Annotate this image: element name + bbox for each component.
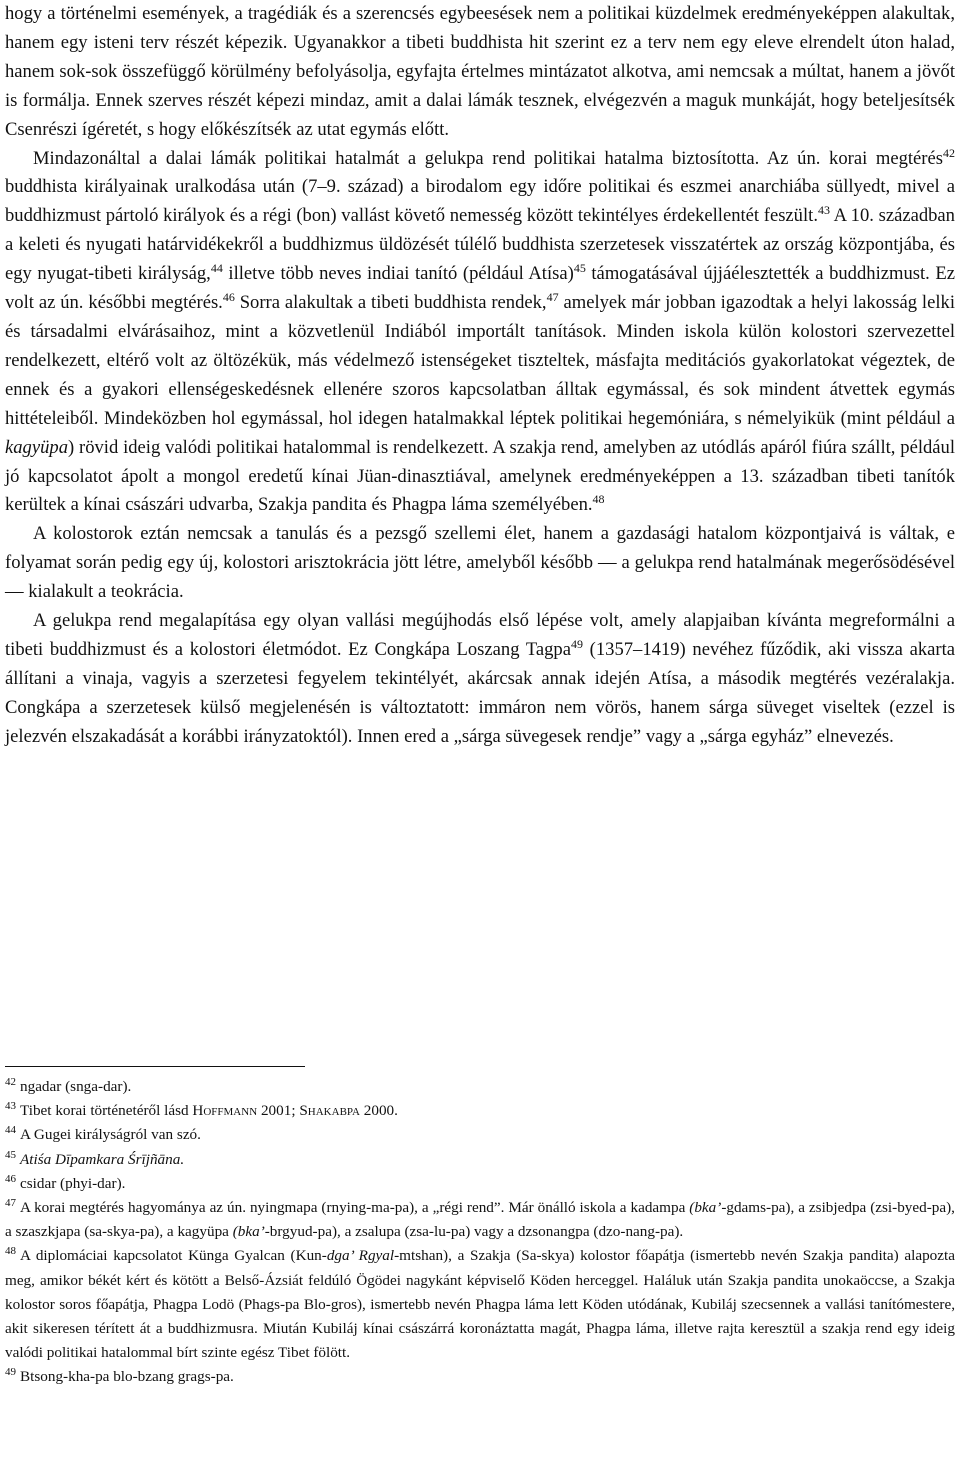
footnote-49 <box>5 1365 955 1389</box>
paragraph-4 <box>5 607 955 752</box>
footnote-text: -brgyud-pa), a zsalupa (zsa-lu-pa) vagy a dzsonangpa (dzo-nang-pa). <box>264 1223 684 1241</box>
footnote-text: -mtshan), a Szakja (Sa-skya) kolostor főapátja (ismertebb nevén Szakja pandita) alapozta meg, amikor békét kért és kötött a Belső-Ázsiát feldúló Ögödei nagykánt képviselő Köden herceggel. Haláluk után Szakja pandita unokaöccse, a Szakja kolostor soros főapátja, Phagpa Lodö (Phags-pa Blo-gros), ismertebb nevén Phagpa láma lett Köden utódának, Kubiláj szecsennek a vallási tanítómestere, akit sikeresen térített át a buddhizmusra. Miután Kubiláj kínai császárrá koronáztatta magát, Phagpa láma, illetve rajta keresztül a szakja rend egy ideig valódi politikai hatalommal bírt szinte egész Tibet fölött. <box>5 1247 955 1362</box>
paragraph-1-text: hogy a történelmi események, a tragédiák és a szerencsés egybeesések nem a politikai küzdelmek eredményeképpen alakultak, hanem egy isteni terv részét képezik. Ugyanakkor a tibeti buddhista hit szerint ez a terv nem egy eleve elrendelt úton halad, hanem sok-sok összefüggő körülmény befolyásolja, egyfajta értelmes mintázatot alkotva, ami nemcsak a múltat, hanem a jövőt is formálja. Ennek szerves részét képezi mindaz, amit a dalai lámák tesznek, elvégezvén a maguk munkáját, hogy beteljesítsék Csenrészi ígéretét, s hogy előkészítsék az utat egymás előtt. <box>5 3 955 140</box>
paragraph-2 <box>5 145 955 521</box>
footnote-42 <box>5 1075 955 1099</box>
footnote-ref-42[interactable]: 42 <box>943 145 955 160</box>
text-run: A 10. században a keleti és nyugati határvidékekről a buddhizmus üldözését túlélő buddhista szerzetesek visszatértek az ország központjába, és egy nyugat-tibeti királyság, <box>5 205 955 285</box>
footnote-45 <box>5 1148 955 1172</box>
footnote-text: 2001; <box>257 1102 300 1120</box>
footnote-number: 47 <box>5 1197 16 1210</box>
text-run: ) rövid ideig valódi politikai hatalommal is rendelkezett. A szakja rend, amelyben az utódlás apáról fiúra szállt, például jó kapcsolatot ápolt a mongol eredetű kínai Jüan-dinasztiával, amelynek eredményeképpen a 13. században tibeti tanítók kerültek a kínai császári udvarba, Szakja pandita és Phagpa láma személyében. <box>5 436 955 516</box>
text-run: illetve több neves indiai tanító (például Atísa) <box>222 263 574 285</box>
footnote-44 <box>5 1123 955 1147</box>
footnote-ref-45[interactable]: 45 <box>573 261 586 276</box>
footnote-text: Hoffmann <box>192 1102 258 1120</box>
footnote-43 <box>5 1099 955 1123</box>
footnote-text: 2000. <box>359 1102 398 1120</box>
text-run: Sorra alakultak a tibeti buddhista rendek, <box>234 292 547 314</box>
text-run: buddhista királyainak uralkodása után (7–9. század) a birodalom egy időre politikai és eszmei anarchiába süllyedt, mivel a buddhizmust pártoló királyok és a régi (bon) vallást követő nemesség között tekintélyes érdekellentét feszült. <box>5 176 955 227</box>
footnote-text: Tibet korai történetéről lásd <box>20 1102 193 1120</box>
page <box>5 0 955 752</box>
footnote-number: 46 <box>5 1172 16 1185</box>
text-run: A gelukpa rend megalapítása egy olyan vallási megújhodás első lépése volt, amely alapjaiban kívánta megreformálni a tibeti buddhizmust és a kolostori életmódot. Ez Congkápa Loszang Tagpa <box>5 610 955 660</box>
footnote-text: A diplomáciai kapcsolatot Künga Gyalcan (Kun- <box>20 1247 327 1265</box>
footnote-ref-46[interactable]: 46 <box>222 290 235 305</box>
text-run: amelyek már jobban igazodtak a helyi lakosság lelki és társadalmi elvárásaihoz, mint a közvetlenül Indiából importált tanítások. Minden iskola külön kolostori szervezettel rendelkezett, eltérő volt az öltözékük, más védelmező istenségeket tiszteltek, másfajta meditációs gyakorlatokat végeztek, de ennek és a gyakori ellenségeskedésnek ellenére szoros kapcsolatban álltak egymással, és sok mindent átvettek egymás hittételeiből. Mindeközben hol egymással, hol idegen hatalmakkal léptek politikai hegemóniára, s némelyikük (mint például a <box>5 292 955 429</box>
footnote-text: Shakabpa <box>299 1102 360 1120</box>
footnotes-section <box>5 1066 955 1390</box>
paragraph-3 <box>5 520 955 607</box>
paragraph-1 <box>5 0 955 145</box>
italic-term: kagyüpa <box>5 436 68 458</box>
footnote-48 <box>5 1244 955 1365</box>
footnote-number: 42 <box>5 1076 16 1088</box>
footnote-text: A korai megtérés hagyománya az ún. nyingmapa (rnying-ma-pa), a „régi rend”. Már önálló iskola a kadampa <box>20 1199 690 1217</box>
text-run: Mindazonáltal a dalai lámák politikai hatalmát a gelukpa rend politikai hatalma biztosította. Az ún. korai megtérés <box>33 147 943 169</box>
footnote-text: A Gugei királyságról van szó. <box>20 1126 201 1144</box>
footnote-46 <box>5 1172 955 1196</box>
footnote-ref-47[interactable]: 47 <box>546 290 559 305</box>
footnote-number: 43 <box>5 1100 16 1113</box>
footnote-separator <box>5 1066 305 1067</box>
footnote-number: 48 <box>5 1245 16 1258</box>
footnote-number: 45 <box>5 1148 16 1161</box>
footnote-47 <box>5 1196 955 1244</box>
footnote-ref-44[interactable]: 44 <box>210 261 223 276</box>
footnote-text: Atiśa Dīpamkara Śrījñāna. <box>20 1150 185 1168</box>
footnote-number: 44 <box>5 1124 16 1137</box>
text-run: támogatásával újjáélesztették a buddhizmust. Ez volt az ún. későbbi megtérés. <box>5 263 956 314</box>
footnote-number: 49 <box>5 1366 16 1379</box>
footnote-list <box>5 1075 955 1390</box>
footnote-text: dga’ Rgyal <box>326 1247 395 1265</box>
footnote-ref-43[interactable]: 43 <box>817 203 830 218</box>
footnote-text: (bka’ <box>689 1199 722 1217</box>
text-run: (1357–1419) nevéhez fűződik, aki vissza akarta állítani a vinaja, vagyis a szerzetesi fegyelem tekintélyét, akárcsak annak idején Atísa, a második megtérés vezéralakja. Congkápa a szerzetesek külső megjelenésén is változtatott: immáron nem vörös, hanem sárga süveget viseltek (ezzel is jelezvén elszakadását a korábbi irányzatoktól). Innen ered a „sárga süvegesek rendje” vagy a „sárga egyház” elnevezés. <box>5 638 955 747</box>
footnote-text: ngadar (snga-dar). <box>20 1078 132 1095</box>
footnote-text: -gdams-pa), a zsibjedpa (zsi-byed-pa), a szaszkjapa (sa-skya-pa), a kagyüpa <box>5 1199 955 1241</box>
footnote-ref-49[interactable]: 49 <box>571 636 583 651</box>
footnote-text: Btsong-kha-pa blo-bzang grags-pa. <box>20 1368 234 1386</box>
footnote-ref-48[interactable]: 48 <box>592 492 605 507</box>
footnote-text: csidar (phyi-dar). <box>20 1174 126 1192</box>
paragraph-3-text: A kolostorok eztán nemcsak a tanulás és a pezsgő szellemi élet, hanem a gazdasági hatalom központjaivá is váltak, e folyamat során pedig egy új, kolostori arisztokrácia jött létre, amelyből később — a gelukpa rend hatalmának megerősödésével — kialakult a teokrácia. <box>5 523 955 603</box>
footnote-text: (bka’ <box>232 1223 265 1241</box>
body-text <box>5 0 955 752</box>
